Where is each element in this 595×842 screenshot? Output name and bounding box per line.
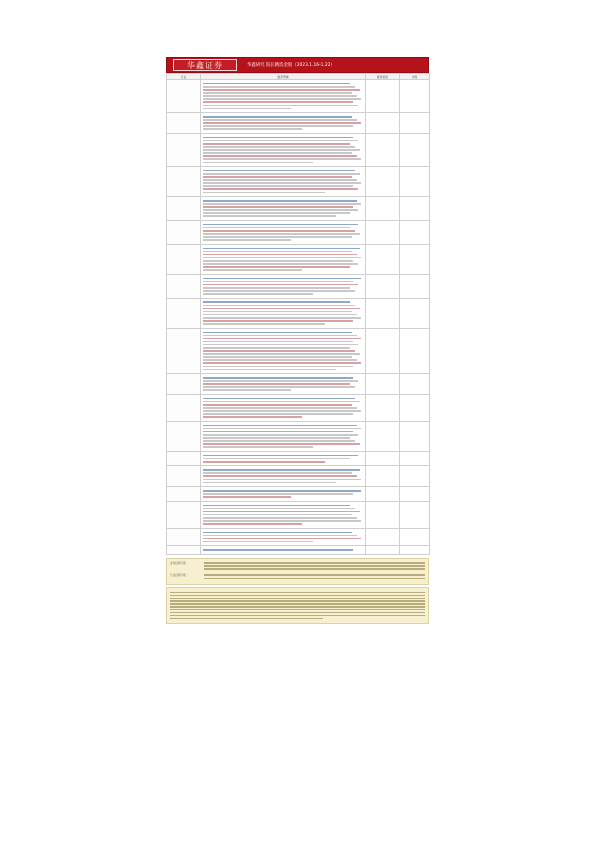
text-line <box>203 269 302 271</box>
table-row <box>167 421 430 451</box>
text-line <box>203 407 357 409</box>
logic-cell <box>201 328 366 374</box>
table-row <box>167 501 430 528</box>
stocks-cell <box>366 501 400 528</box>
stocks-cell <box>366 466 400 487</box>
stocks-cell <box>366 167 400 197</box>
table-row <box>167 528 430 546</box>
stocks-cell <box>366 421 400 451</box>
text-line <box>203 416 302 418</box>
sector-cell <box>167 528 201 546</box>
notes-text-stock <box>204 561 425 572</box>
text-line <box>203 149 360 151</box>
logic-cell <box>201 80 366 113</box>
sector-cell <box>167 328 201 374</box>
text-line <box>203 549 353 551</box>
table-row <box>167 197 430 221</box>
sector-cell <box>167 546 201 554</box>
text-line <box>203 284 358 286</box>
text-line <box>203 461 325 463</box>
rating-cell <box>400 80 430 113</box>
text-line <box>203 380 358 382</box>
sector-cell <box>167 133 201 166</box>
sector-cell <box>167 487 201 502</box>
notes-label-stock: 证券投资评级： <box>170 561 189 565</box>
text-line <box>203 287 350 289</box>
text-line <box>203 125 353 127</box>
text-line <box>203 170 355 172</box>
text-line <box>203 359 357 361</box>
text-line <box>203 535 357 537</box>
text-line <box>203 158 361 160</box>
logic-cell <box>201 167 366 197</box>
text-line <box>203 140 358 142</box>
text-line <box>203 314 357 316</box>
text-line <box>203 490 361 492</box>
text-line <box>203 200 357 202</box>
text-line <box>203 301 350 303</box>
rating-cell <box>400 298 430 328</box>
text-line <box>203 305 355 307</box>
table-row <box>167 167 430 197</box>
text-line <box>203 469 360 471</box>
rating-cell <box>400 167 430 197</box>
stocks-cell <box>366 80 400 113</box>
col-header-sector: 行业 <box>167 74 201 80</box>
text-line <box>203 248 360 250</box>
text-line <box>203 137 353 139</box>
text-line <box>203 335 357 337</box>
text-line <box>203 116 352 118</box>
stocks-cell <box>366 274 400 298</box>
text-line <box>203 508 355 510</box>
table-row <box>167 451 430 466</box>
stocks-cell <box>366 244 400 274</box>
text-line <box>203 95 357 97</box>
text-line <box>203 356 352 358</box>
stocks-cell <box>366 328 400 374</box>
table-body <box>167 80 430 555</box>
logic-cell <box>201 374 366 395</box>
sector-cell <box>167 80 201 113</box>
text-line <box>203 155 357 157</box>
rating-notes <box>166 558 429 585</box>
text-line <box>203 428 361 430</box>
text-line <box>203 236 352 238</box>
text-line <box>203 224 358 226</box>
text-line <box>203 152 352 154</box>
rating-cell <box>400 451 430 466</box>
brand-logo: 华鑫证券 <box>173 59 237 71</box>
text-line <box>203 425 357 427</box>
stocks-cell <box>366 374 400 395</box>
text-line <box>203 119 357 121</box>
table-row <box>167 394 430 421</box>
logic-cell <box>201 274 366 298</box>
text-line <box>203 341 353 343</box>
rating-cell <box>400 501 430 528</box>
col-header-logic: 推荐逻辑 <box>201 74 366 80</box>
rating-cell <box>400 421 430 451</box>
text-line <box>203 206 353 208</box>
logic-cell <box>201 197 366 221</box>
stocks-cell <box>366 113 400 134</box>
text-line <box>203 101 353 103</box>
stocks-cell <box>366 220 400 244</box>
logic-cell <box>201 546 366 554</box>
rating-cell <box>400 244 430 274</box>
sector-cell <box>167 167 201 197</box>
stocks-cell <box>366 528 400 546</box>
text-line <box>203 281 353 283</box>
rating-cell <box>400 487 430 502</box>
rating-cell <box>400 113 430 134</box>
text-line <box>203 523 302 525</box>
notes-label-industry: 行业投资评级： <box>170 573 189 577</box>
text-line <box>203 479 361 481</box>
stocks-cell <box>366 197 400 221</box>
table-row <box>167 113 430 134</box>
text-line <box>203 517 357 519</box>
text-line <box>203 458 350 460</box>
rating-cell <box>400 220 430 244</box>
text-line <box>203 446 313 448</box>
stocks-cell <box>366 298 400 328</box>
logic-cell <box>201 421 366 451</box>
text-line <box>203 398 355 400</box>
text-line <box>203 366 353 368</box>
text-line <box>203 212 350 214</box>
text-line <box>203 505 350 507</box>
text-line <box>203 257 361 259</box>
text-line <box>203 350 355 352</box>
text-line <box>203 209 358 211</box>
text-line <box>203 185 353 187</box>
text-line <box>203 108 291 110</box>
text-line <box>203 541 313 543</box>
text-line <box>203 383 350 385</box>
text-line <box>203 128 302 130</box>
text-line <box>203 532 352 534</box>
text-line <box>203 98 361 100</box>
text-line <box>203 278 361 280</box>
sector-cell <box>167 298 201 328</box>
table-row <box>167 374 430 395</box>
text-line <box>203 323 325 325</box>
rating-cell <box>400 133 430 166</box>
text-line <box>203 239 291 241</box>
text-line <box>203 146 355 148</box>
text-line <box>203 143 350 145</box>
text-line <box>203 386 355 388</box>
sector-cell <box>167 274 201 298</box>
text-line <box>203 173 360 175</box>
text-line <box>203 404 352 406</box>
logic-cell <box>201 394 366 421</box>
text-line <box>203 254 357 256</box>
logic-cell <box>201 298 366 328</box>
text-line <box>203 362 361 364</box>
text-line <box>203 182 361 184</box>
text-line <box>203 179 357 181</box>
table-row <box>167 80 430 113</box>
table-row <box>167 546 430 554</box>
sector-cell <box>167 374 201 395</box>
text-line <box>203 377 353 379</box>
text-line <box>203 105 358 107</box>
text-line <box>203 520 361 522</box>
logic-cell <box>201 113 366 134</box>
logic-cell <box>201 501 366 528</box>
text-line <box>203 434 358 436</box>
recommendation-table <box>166 73 430 555</box>
stocks-cell <box>366 487 400 502</box>
table-row <box>167 487 430 502</box>
text-line <box>203 230 355 232</box>
col-header-stocks: 推荐标的 <box>366 74 400 80</box>
table-row <box>167 298 430 328</box>
sector-cell <box>167 501 201 528</box>
logic-cell <box>201 451 366 466</box>
text-line <box>203 188 358 190</box>
text-line <box>203 440 355 442</box>
logic-cell <box>201 528 366 546</box>
text-line <box>203 353 360 355</box>
logic-cell <box>201 244 366 274</box>
report-header <box>166 57 429 73</box>
text-line <box>203 290 355 292</box>
text-line <box>203 320 353 322</box>
logic-cell <box>201 487 366 502</box>
rating-cell <box>400 197 430 221</box>
table-row <box>167 466 430 487</box>
notes-text-industry <box>204 573 425 581</box>
rating-cell <box>400 274 430 298</box>
disclaimer-text <box>166 587 429 624</box>
rating-cell <box>400 528 430 546</box>
table-row <box>167 133 430 166</box>
sector-cell <box>167 113 201 134</box>
text-line <box>203 233 360 235</box>
text-line <box>203 455 358 457</box>
text-line <box>203 332 352 334</box>
text-line <box>203 496 291 498</box>
text-line <box>203 514 352 516</box>
text-line <box>203 89 360 91</box>
text-line <box>203 86 355 88</box>
logic-cell <box>201 466 366 487</box>
text-line <box>203 338 361 340</box>
report-page <box>166 57 429 624</box>
text-line <box>203 410 361 412</box>
text-line <box>203 401 360 403</box>
text-line <box>203 203 361 205</box>
text-line <box>203 192 325 194</box>
col-header-rating: 评级 <box>400 74 430 80</box>
table-row <box>167 328 430 374</box>
text-line <box>203 475 357 477</box>
stocks-cell <box>366 133 400 166</box>
text-line <box>203 482 336 484</box>
stocks-cell <box>366 394 400 421</box>
rating-cell <box>400 466 430 487</box>
sector-cell <box>167 394 201 421</box>
stocks-cell <box>366 546 400 554</box>
text-line <box>203 389 291 391</box>
table-row <box>167 244 430 274</box>
text-line <box>203 369 336 371</box>
text-line <box>203 260 353 262</box>
rating-cell <box>400 394 430 421</box>
text-line <box>203 443 360 445</box>
rating-cell <box>400 328 430 374</box>
sector-cell <box>167 244 201 274</box>
text-line <box>203 472 352 474</box>
text-line <box>203 311 352 313</box>
text-line <box>203 92 352 94</box>
text-line <box>203 266 350 268</box>
sector-cell <box>167 197 201 221</box>
text-line <box>203 215 336 217</box>
text-line <box>203 344 358 346</box>
text-line <box>203 347 350 349</box>
text-line <box>203 317 361 319</box>
text-line <box>203 263 358 265</box>
text-line <box>203 511 360 513</box>
text-line <box>203 176 352 178</box>
logic-cell <box>201 220 366 244</box>
text-line <box>203 538 361 540</box>
text-line <box>203 162 313 164</box>
sector-cell <box>167 421 201 451</box>
table-row <box>167 274 430 298</box>
text-line <box>203 293 313 295</box>
sector-cell <box>167 220 201 244</box>
text-line <box>203 227 350 229</box>
rating-cell <box>400 374 430 395</box>
stocks-cell <box>366 451 400 466</box>
text-line <box>203 437 350 439</box>
table-row <box>167 220 430 244</box>
text-line <box>203 431 353 433</box>
sector-cell <box>167 466 201 487</box>
text-line <box>203 122 361 124</box>
rating-cell <box>400 546 430 554</box>
text-line <box>203 308 360 310</box>
logic-cell <box>201 133 366 166</box>
sector-cell <box>167 451 201 466</box>
report-title: 华鑫研究 院长精选金股（2023.1.16-1.22） <box>247 63 335 68</box>
text-line <box>203 413 353 415</box>
text-line <box>203 493 353 495</box>
text-line <box>203 251 352 253</box>
text-line <box>203 83 350 85</box>
